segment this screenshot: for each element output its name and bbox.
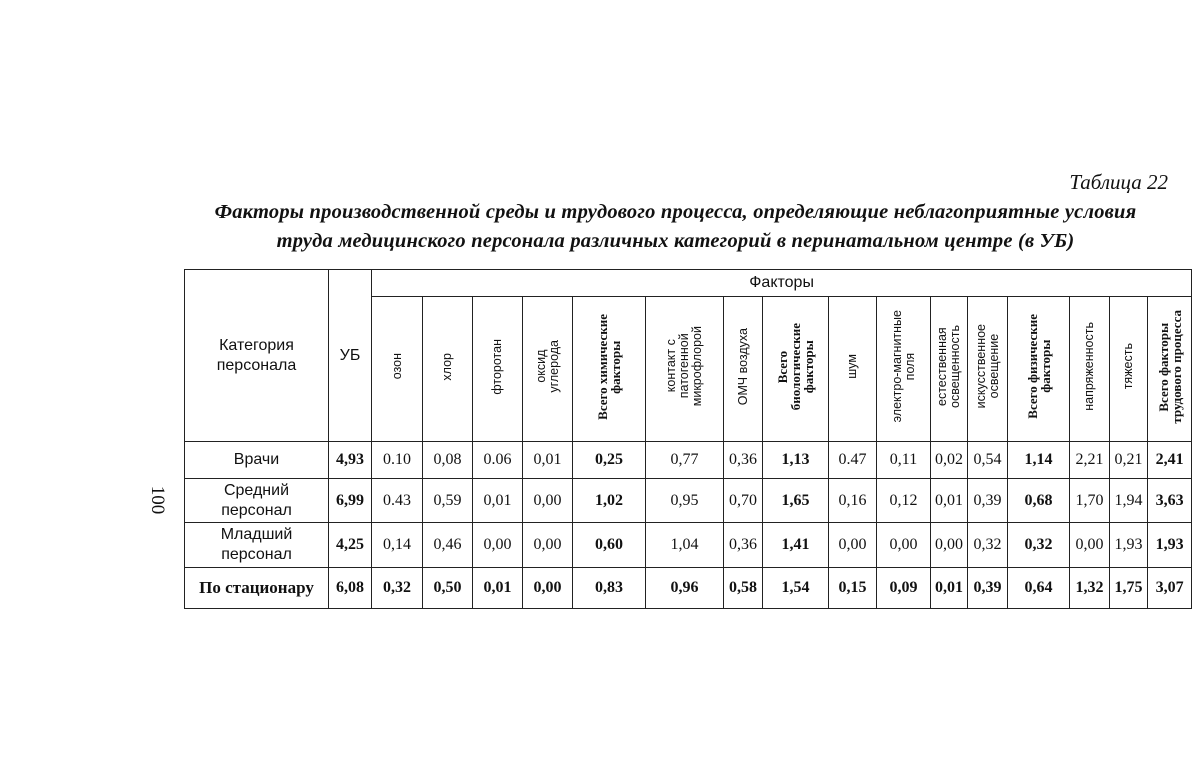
value-cell: 0,16 [829,479,877,523]
category-header: Категория персонала [185,270,329,442]
factor-header-total [1148,297,1192,442]
factor-header-label: электро-магнитные поля [889,310,917,423]
factor-header-total [763,297,829,442]
value-cell: 0,00 [523,568,573,609]
value-cell: 2,21 [1070,442,1110,479]
value-cell: 0,00 [523,523,573,568]
value-cell: 0.06 [473,442,523,479]
category-cell: Младший персонал [185,523,329,568]
total-value-cell: 1,93 [1148,523,1192,568]
table-caption: Факторы производственной среды и трудового процесса, определяющие неблагоприятные условия труда медицинского персонала различных категорий в перинатальном центре (в УБ) [214,201,1137,252]
ub-cell: 4,93 [329,442,372,479]
total-value-cell: 3,07 [1148,568,1192,609]
ub-cell: 6,08 [329,568,372,609]
value-cell: 0,01 [931,479,968,523]
value-cell: 0,77 [646,442,724,479]
factors-table [184,269,1192,609]
value-cell: 0,46 [423,523,473,568]
total-value-cell: 0,60 [573,523,646,568]
value-cell: 0,00 [473,523,523,568]
table-row-total [185,568,1192,609]
total-value-cell: 0,68 [1008,479,1070,523]
factors-group-header: Факторы [372,270,1192,297]
value-cell: 0,39 [968,479,1008,523]
factor-header [423,297,473,442]
value-cell: 0,21 [1110,442,1148,479]
factor-header [877,297,931,442]
value-cell: 0,36 [724,523,763,568]
value-cell: 0,14 [372,523,423,568]
table-number: Таблица 22 [1069,170,1168,194]
total-value-cell: 1,02 [573,479,646,523]
total-value-cell: 0,64 [1008,568,1070,609]
factor-header-label: контакт с патогенной микрофлорой [664,326,704,407]
value-cell: 0,00 [877,523,931,568]
value-cell: 0,08 [423,442,473,479]
value-cell: 0,00 [523,479,573,523]
value-cell: 0.43 [372,479,423,523]
total-value-cell: 0,83 [573,568,646,609]
value-cell: 1,94 [1110,479,1148,523]
ub-header: УБ [329,270,372,442]
factor-header-label: искусственное освещение [973,324,1001,409]
total-value-cell: 1,54 [763,568,829,609]
factor-header-label: тяжесть [1121,343,1135,390]
factor-header [829,297,877,442]
factor-header [1110,297,1148,442]
value-cell: 0,32 [968,523,1008,568]
total-value-cell: 1,13 [763,442,829,479]
value-cell: 1,93 [1110,523,1148,568]
category-cell: Средний персонал [185,479,329,523]
factor-header-total [573,297,646,442]
value-cell: 0,01 [473,479,523,523]
value-cell: 0.47 [829,442,877,479]
category-cell: По стационару [185,568,329,609]
factor-header-label: естественная освещенность [935,325,962,408]
value-cell: 0,32 [372,568,423,609]
factor-header-label: фторотан [490,338,504,395]
value-cell: 0,00 [931,523,968,568]
value-cell: 0,09 [877,568,931,609]
factor-header-label: шум [845,354,859,379]
value-cell: 0,36 [724,442,763,479]
factor-header-label: оксид углерода [533,340,561,393]
value-cell: 0,54 [968,442,1008,479]
value-cell: 0,95 [646,479,724,523]
value-cell: 0,96 [646,568,724,609]
value-cell: 0,70 [724,479,763,523]
value-cell: 0,01 [473,568,523,609]
value-cell: 1,75 [1110,568,1148,609]
factor-header [372,297,423,442]
factor-header-label: хлор [440,352,454,381]
total-value-cell: 1,14 [1008,442,1070,479]
factor-header-label: ОМЧ воздуха [735,327,750,406]
value-cell: 0,00 [829,523,877,568]
category-cell: Врачи [185,442,329,479]
table-row [185,442,1192,479]
factor-header-total [1008,297,1070,442]
ub-cell: 6,99 [329,479,372,523]
page-number: 100 [147,485,168,515]
factor-header [968,297,1008,442]
factor-header [523,297,573,442]
value-cell: 0,01 [523,442,573,479]
ub-cell: 4,25 [329,523,372,568]
value-cell: 0,58 [724,568,763,609]
total-value-cell: 0,25 [573,442,646,479]
factor-header [646,297,724,442]
value-cell: 0,11 [877,442,931,479]
value-cell: 1,32 [1070,568,1110,609]
total-value-cell: 1,41 [763,523,829,568]
factor-header [724,297,763,442]
value-cell: 0,00 [1070,523,1110,568]
total-value-cell: 3,63 [1148,479,1192,523]
table-row [185,523,1192,568]
factor-header [473,297,523,442]
total-value-cell: 1,65 [763,479,829,523]
value-cell: 0,39 [968,568,1008,609]
factor-header-label: озон [389,353,404,380]
value-cell: 0,50 [423,568,473,609]
factor-header-label: Всего биологические факторы [775,322,816,411]
factor-header-label: Всего факторы трудового процесса [1155,309,1184,424]
value-cell: 0,15 [829,568,877,609]
value-cell: 0,02 [931,442,968,479]
factor-header [1070,297,1110,442]
value-cell: 0,12 [877,479,931,523]
factor-header-label: Всего физические факторы [1024,314,1053,419]
table-row [185,479,1192,523]
value-cell: 0,59 [423,479,473,523]
value-cell: 0,01 [931,568,968,609]
factor-header-label: напряженность [1082,322,1096,411]
value-cell: 1,04 [646,523,724,568]
value-cell: 1,70 [1070,479,1110,523]
factor-header [931,297,968,442]
total-value-cell: 0,32 [1008,523,1070,568]
value-cell: 0.10 [372,442,423,479]
total-value-cell: 2,41 [1148,442,1192,479]
factor-header-label: Всего химические факторы [595,313,623,420]
